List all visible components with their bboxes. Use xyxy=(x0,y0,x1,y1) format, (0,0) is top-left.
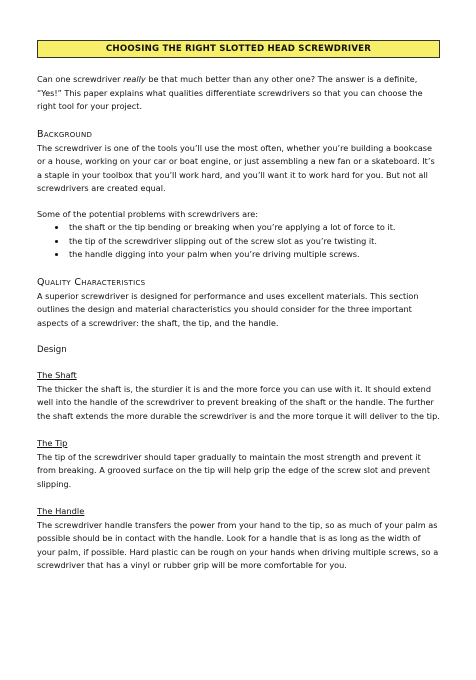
intro-text-start: Can one screwdriver xyxy=(37,74,124,84)
background-heading: Background xyxy=(37,128,93,140)
design-heading: Design xyxy=(37,345,67,355)
shaft-heading: The Shaft xyxy=(37,370,77,380)
shaft-paragraph: The thicker the shaft is, the sturdier it is and the more force you can use with it. It should extend well into the handle of the screwdriver to prevent breaking of the shaft or the handle. The further the shaft extends the more durable the screwdriver is and the more torque it will deliver to the tip. xyxy=(37,383,440,421)
handle-heading: The Handle xyxy=(37,506,85,516)
tip-heading: The Tip xyxy=(37,438,68,448)
intro-emphasis: really xyxy=(123,74,146,84)
intro-text-end: be that much better than any other one? The answer is a definite, “Yes!” This paper explains what qualities differentiate screwdrivers so that you can choose the right tool for your project. xyxy=(37,74,423,111)
document-title: CHOOSING THE RIGHT SLOTTED HEAD SCREWDRIVER xyxy=(37,40,440,58)
quality-paragraph: A superior screwdriver is designed for performance and uses excellent materials. This section outlines the design and material characteristics you should consider for the three important aspects of a screwdriver: the shaft, the tip, and the handle. xyxy=(37,290,419,328)
problems-list xyxy=(37,221,440,262)
problems-lead: Some of the potential problems with screwdrivers are: xyxy=(37,208,259,219)
list-item: • the shaft or the tip bending or breaking when you’re applying a lot of force to it. xyxy=(67,221,440,235)
list-item: • the handle digging into your palm when you’re driving multiple screws. xyxy=(67,248,440,262)
tip-paragraph: The tip of the screwdriver should taper gradually to maintain the most strength and prevent it from breaking. A grooved surface on the tip will help grip the edge of the screw slot and prevent slipping. xyxy=(37,451,431,489)
document-page xyxy=(0,40,476,680)
quality-heading: Quality Characteristics xyxy=(37,276,146,288)
handle-paragraph: The screwdriver handle transfers the power from your hand to the tip, so as much of your palm as possible should be in contact with the handle. Look for a handle that is as long as the width of your palm, if possible. Hard plastic can be rough on your hands when driving multiple screws, so a screwdriver that has a vinyl or rubber grip will be more comfortable for you. xyxy=(37,519,439,570)
list-item: • the tip of the screwdriver slipping out of the screw slot as you’re twisting it. xyxy=(67,235,440,249)
intro-paragraph xyxy=(37,73,440,114)
background-paragraph: The screwdriver is one of the tools you’ll use the most often, whether you’re building a bookcase or a house, working on your car or boat engine, or just assembling a new fan or a skateboard. It’s a staple in your toolbox that you’ll work hard, and you’ll want it to work hard for you. But not all screwdrivers are created equal. xyxy=(37,142,435,193)
